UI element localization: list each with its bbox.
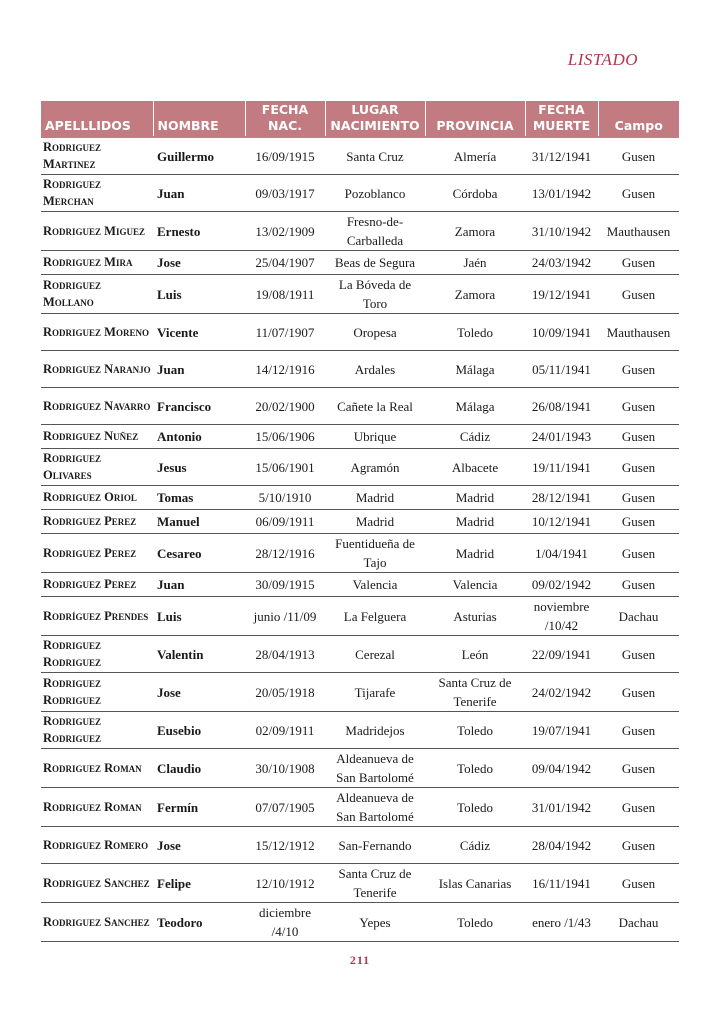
cell-fecha-muerte: 09/04/1942 bbox=[525, 749, 598, 788]
cell-provincia: Toledo bbox=[425, 903, 525, 942]
cell-campo: Gusen bbox=[598, 712, 679, 749]
cell-fecha-muerte: enero /1/43 bbox=[525, 903, 598, 942]
cell-campo: Gusen bbox=[598, 137, 679, 175]
cell-fecha-nac: 16/09/1915 bbox=[245, 137, 325, 175]
cell-fecha-nac: 09/03/1917 bbox=[245, 175, 325, 212]
column-header-fecha-nac: FECHA NAC. bbox=[245, 101, 325, 137]
cell-provincia: Valencia bbox=[425, 573, 525, 597]
cell-fecha-nac: 28/04/1913 bbox=[245, 636, 325, 673]
cell-provincia: Albacete bbox=[425, 449, 525, 486]
table-row bbox=[41, 573, 679, 597]
cell-fecha-muerte: 26/08/1941 bbox=[525, 388, 598, 425]
cell-apellidos: Rodriguez Olivares bbox=[41, 449, 153, 486]
cell-provincia: Jaén bbox=[425, 251, 525, 275]
cell-fecha-muerte: 19/12/1941 bbox=[525, 275, 598, 314]
cell-nombre: Luis bbox=[153, 275, 245, 314]
cell-lugar: Oropesa bbox=[325, 314, 425, 351]
cell-nombre: Manuel bbox=[153, 510, 245, 534]
cell-lugar: Santa Cruz bbox=[325, 137, 425, 175]
cell-provincia: Toledo bbox=[425, 712, 525, 749]
cell-fecha-muerte: 13/01/1942 bbox=[525, 175, 598, 212]
cell-fecha-nac: 15/06/1901 bbox=[245, 449, 325, 486]
cell-nombre: Cesareo bbox=[153, 534, 245, 573]
cell-apellidos: Rodriguez Navarro bbox=[41, 388, 153, 425]
cell-apellidos: Rodriguez Sanchez bbox=[41, 903, 153, 942]
column-header-provincia: PROVINCIA bbox=[425, 101, 525, 137]
cell-apellidos: Rodríguez Prendes bbox=[41, 597, 153, 636]
cell-apellidos: Rodriguez Miguez bbox=[41, 212, 153, 251]
table-row bbox=[41, 903, 679, 942]
cell-fecha-muerte: 19/07/1941 bbox=[525, 712, 598, 749]
cell-fecha-muerte: 28/04/1942 bbox=[525, 827, 598, 864]
cell-lugar: Cerezal bbox=[325, 636, 425, 673]
table-row bbox=[41, 388, 679, 425]
cell-fecha-nac: 19/08/1911 bbox=[245, 275, 325, 314]
cell-fecha-nac: 30/10/1908 bbox=[245, 749, 325, 788]
cell-provincia: Málaga bbox=[425, 388, 525, 425]
cell-campo: Gusen bbox=[598, 388, 679, 425]
cell-fecha-nac: 15/12/1912 bbox=[245, 827, 325, 864]
table-row bbox=[41, 636, 679, 673]
cell-provincia: Santa Cruz de Tenerife bbox=[425, 673, 525, 712]
cell-fecha-muerte: 24/01/1943 bbox=[525, 425, 598, 449]
table-row bbox=[41, 175, 679, 212]
cell-apellidos: Rodriguez Rodriguez bbox=[41, 636, 153, 673]
table-row bbox=[41, 864, 679, 903]
table-row bbox=[41, 534, 679, 573]
table-row bbox=[41, 425, 679, 449]
cell-fecha-muerte: noviembre /10/42 bbox=[525, 597, 598, 636]
cell-provincia: Cádiz bbox=[425, 827, 525, 864]
cell-apellidos: Rodriguez Roman bbox=[41, 788, 153, 827]
cell-apellidos: Rodriguez Martinez bbox=[41, 137, 153, 175]
cell-apellidos: Rodriguez Rodriguez bbox=[41, 673, 153, 712]
cell-nombre: Felipe bbox=[153, 864, 245, 903]
cell-campo: Gusen bbox=[598, 175, 679, 212]
table-row bbox=[41, 749, 679, 788]
table-row bbox=[41, 673, 679, 712]
cell-apellidos: Rodriguez Perez bbox=[41, 573, 153, 597]
column-header-campo: Campo bbox=[598, 101, 679, 137]
cell-lugar: Aldeanueva de San Bartolomé bbox=[325, 749, 425, 788]
cell-nombre: Juan bbox=[153, 175, 245, 212]
cell-provincia: León bbox=[425, 636, 525, 673]
cell-campo: Gusen bbox=[598, 827, 679, 864]
cell-fecha-nac: 06/09/1911 bbox=[245, 510, 325, 534]
table-row bbox=[41, 351, 679, 388]
cell-provincia: Zamora bbox=[425, 212, 525, 251]
cell-campo: Gusen bbox=[598, 864, 679, 903]
table-row bbox=[41, 251, 679, 275]
cell-lugar: La Felguera bbox=[325, 597, 425, 636]
cell-lugar: Madridejos bbox=[325, 712, 425, 749]
cell-nombre: Antonio bbox=[153, 425, 245, 449]
cell-campo: Gusen bbox=[598, 534, 679, 573]
cell-nombre: Jose bbox=[153, 827, 245, 864]
cell-nombre: Eusebio bbox=[153, 712, 245, 749]
cell-provincia: Asturias bbox=[425, 597, 525, 636]
cell-fecha-muerte: 24/02/1942 bbox=[525, 673, 598, 712]
cell-fecha-nac: 30/09/1915 bbox=[245, 573, 325, 597]
cell-apellidos: Rodriguez Mira bbox=[41, 251, 153, 275]
cell-fecha-muerte: 10/09/1941 bbox=[525, 314, 598, 351]
column-header-nombre: NOMBRE bbox=[153, 101, 245, 137]
table-row bbox=[41, 314, 679, 351]
cell-nombre: Juan bbox=[153, 573, 245, 597]
cell-fecha-nac: diciembre /4/10 bbox=[245, 903, 325, 942]
cell-nombre: Luis bbox=[153, 597, 245, 636]
cell-lugar: Santa Cruz de Tenerife bbox=[325, 864, 425, 903]
cell-fecha-nac: 25/04/1907 bbox=[245, 251, 325, 275]
table-row bbox=[41, 137, 679, 175]
cell-lugar: La Bóveda de Toro bbox=[325, 275, 425, 314]
cell-apellidos: Rodriguez Mollano bbox=[41, 275, 153, 314]
cell-lugar: Agramón bbox=[325, 449, 425, 486]
cell-lugar: Tijarafe bbox=[325, 673, 425, 712]
cell-campo: Gusen bbox=[598, 449, 679, 486]
cell-fecha-nac: junio /11/09 bbox=[245, 597, 325, 636]
cell-fecha-nac: 11/07/1907 bbox=[245, 314, 325, 351]
cell-fecha-muerte: 24/03/1942 bbox=[525, 251, 598, 275]
cell-fecha-nac: 28/12/1916 bbox=[245, 534, 325, 573]
table-row bbox=[41, 597, 679, 636]
cell-provincia: Almería bbox=[425, 137, 525, 175]
table-row bbox=[41, 275, 679, 314]
cell-lugar: Aldeanueva de San Bartolomé bbox=[325, 788, 425, 827]
cell-apellidos: Rodriguez Oriol bbox=[41, 486, 153, 510]
cell-campo: Gusen bbox=[598, 510, 679, 534]
cell-campo: Gusen bbox=[598, 673, 679, 712]
cell-provincia: Córdoba bbox=[425, 175, 525, 212]
cell-campo: Gusen bbox=[598, 486, 679, 510]
cell-fecha-muerte: 31/12/1941 bbox=[525, 137, 598, 175]
cell-nombre: Francisco bbox=[153, 388, 245, 425]
cell-campo: Gusen bbox=[598, 425, 679, 449]
cell-apellidos: Rodriguez Romero bbox=[41, 827, 153, 864]
cell-nombre: Jesus bbox=[153, 449, 245, 486]
column-header-fecha-muerte: FECHA MUERTE bbox=[525, 101, 598, 137]
cell-fecha-muerte: 10/12/1941 bbox=[525, 510, 598, 534]
cell-nombre: Valentin bbox=[153, 636, 245, 673]
cell-provincia: Toledo bbox=[425, 749, 525, 788]
table-row bbox=[41, 712, 679, 749]
cell-fecha-muerte: 22/09/1941 bbox=[525, 636, 598, 673]
cell-apellidos: Rodriguez Perez bbox=[41, 510, 153, 534]
cell-apellidos: Rodriguez Sanchez bbox=[41, 864, 153, 903]
cell-apellidos: Rodriguez Roman bbox=[41, 749, 153, 788]
cell-fecha-muerte: 16/11/1941 bbox=[525, 864, 598, 903]
page-title: LISTADO bbox=[567, 50, 638, 69]
cell-campo: Gusen bbox=[598, 275, 679, 314]
cell-campo: Gusen bbox=[598, 788, 679, 827]
table-row bbox=[41, 449, 679, 486]
table-row bbox=[41, 212, 679, 251]
table-body bbox=[41, 137, 679, 942]
cell-provincia: Islas Canarias bbox=[425, 864, 525, 903]
cell-nombre: Tomas bbox=[153, 486, 245, 510]
cell-campo: Gusen bbox=[598, 573, 679, 597]
cell-nombre: Jose bbox=[153, 673, 245, 712]
cell-lugar: Beas de Segura bbox=[325, 251, 425, 275]
cell-provincia: Madrid bbox=[425, 486, 525, 510]
cell-campo: Gusen bbox=[598, 251, 679, 275]
cell-fecha-muerte: 31/10/1942 bbox=[525, 212, 598, 251]
cell-campo: Dachau bbox=[598, 597, 679, 636]
cell-campo: Dachau bbox=[598, 903, 679, 942]
cell-lugar: Valencia bbox=[325, 573, 425, 597]
cell-nombre: Teodoro bbox=[153, 903, 245, 942]
cell-fecha-muerte: 1/04/1941 bbox=[525, 534, 598, 573]
cell-fecha-nac: 15/06/1906 bbox=[245, 425, 325, 449]
cell-fecha-nac: 20/05/1918 bbox=[245, 673, 325, 712]
cell-lugar: Madrid bbox=[325, 486, 425, 510]
cell-lugar: Fuentidueña de Tajo bbox=[325, 534, 425, 573]
cell-apellidos: Rodriguez Merchan bbox=[41, 175, 153, 212]
cell-fecha-nac: 12/10/1912 bbox=[245, 864, 325, 903]
cell-provincia: Toledo bbox=[425, 788, 525, 827]
table-row bbox=[41, 486, 679, 510]
deportees-table bbox=[41, 101, 679, 942]
cell-lugar: Ardales bbox=[325, 351, 425, 388]
cell-nombre: Juan bbox=[153, 351, 245, 388]
cell-provincia: Zamora bbox=[425, 275, 525, 314]
cell-nombre: Vicente bbox=[153, 314, 245, 351]
cell-nombre: Jose bbox=[153, 251, 245, 275]
page-number: 211 bbox=[349, 953, 371, 967]
cell-lugar: Pozoblanco bbox=[325, 175, 425, 212]
cell-provincia: Toledo bbox=[425, 314, 525, 351]
cell-apellidos: Rodriguez Rodriguez bbox=[41, 712, 153, 749]
cell-provincia: Málaga bbox=[425, 351, 525, 388]
cell-lugar: Cañete la Real bbox=[325, 388, 425, 425]
cell-lugar: Fresno-de-Carballeda bbox=[325, 212, 425, 251]
cell-lugar: Ubrique bbox=[325, 425, 425, 449]
cell-fecha-nac: 14/12/1916 bbox=[245, 351, 325, 388]
cell-campo: Gusen bbox=[598, 636, 679, 673]
cell-fecha-muerte: 31/01/1942 bbox=[525, 788, 598, 827]
cell-fecha-nac: 20/02/1900 bbox=[245, 388, 325, 425]
cell-provincia: Madrid bbox=[425, 534, 525, 573]
cell-fecha-nac: 07/07/1905 bbox=[245, 788, 325, 827]
cell-nombre: Fermín bbox=[153, 788, 245, 827]
cell-campo: Mauthausen bbox=[598, 314, 679, 351]
cell-apellidos: Rodriguez Nuñez bbox=[41, 425, 153, 449]
cell-fecha-muerte: 19/11/1941 bbox=[525, 449, 598, 486]
cell-campo: Gusen bbox=[598, 749, 679, 788]
column-header-lugar-nacimiento: LUGAR NACIMIENTO bbox=[325, 101, 425, 137]
table-row bbox=[41, 788, 679, 827]
column-header-apellidos: APELLLIDOS bbox=[41, 101, 153, 137]
cell-fecha-nac: 02/09/1911 bbox=[245, 712, 325, 749]
cell-fecha-muerte: 28/12/1941 bbox=[525, 486, 598, 510]
cell-apellidos: Rodriguez Naranjo bbox=[41, 351, 153, 388]
cell-provincia: Cádiz bbox=[425, 425, 525, 449]
table-header-row bbox=[41, 101, 679, 137]
cell-lugar: Madrid bbox=[325, 510, 425, 534]
cell-apellidos: Rodriguez Perez bbox=[41, 534, 153, 573]
cell-provincia: Madrid bbox=[425, 510, 525, 534]
cell-nombre: Guillermo bbox=[153, 137, 245, 175]
cell-apellidos: Rodriguez Moreno bbox=[41, 314, 153, 351]
cell-nombre: Ernesto bbox=[153, 212, 245, 251]
cell-fecha-nac: 13/02/1909 bbox=[245, 212, 325, 251]
cell-lugar: San-Fernando bbox=[325, 827, 425, 864]
cell-fecha-nac: 5/10/1910 bbox=[245, 486, 325, 510]
table-row bbox=[41, 510, 679, 534]
cell-lugar: Yepes bbox=[325, 903, 425, 942]
table-row bbox=[41, 827, 679, 864]
cell-nombre: Claudio bbox=[153, 749, 245, 788]
cell-fecha-muerte: 09/02/1942 bbox=[525, 573, 598, 597]
cell-campo: Mauthausen bbox=[598, 212, 679, 251]
cell-campo: Gusen bbox=[598, 351, 679, 388]
cell-fecha-muerte: 05/11/1941 bbox=[525, 351, 598, 388]
